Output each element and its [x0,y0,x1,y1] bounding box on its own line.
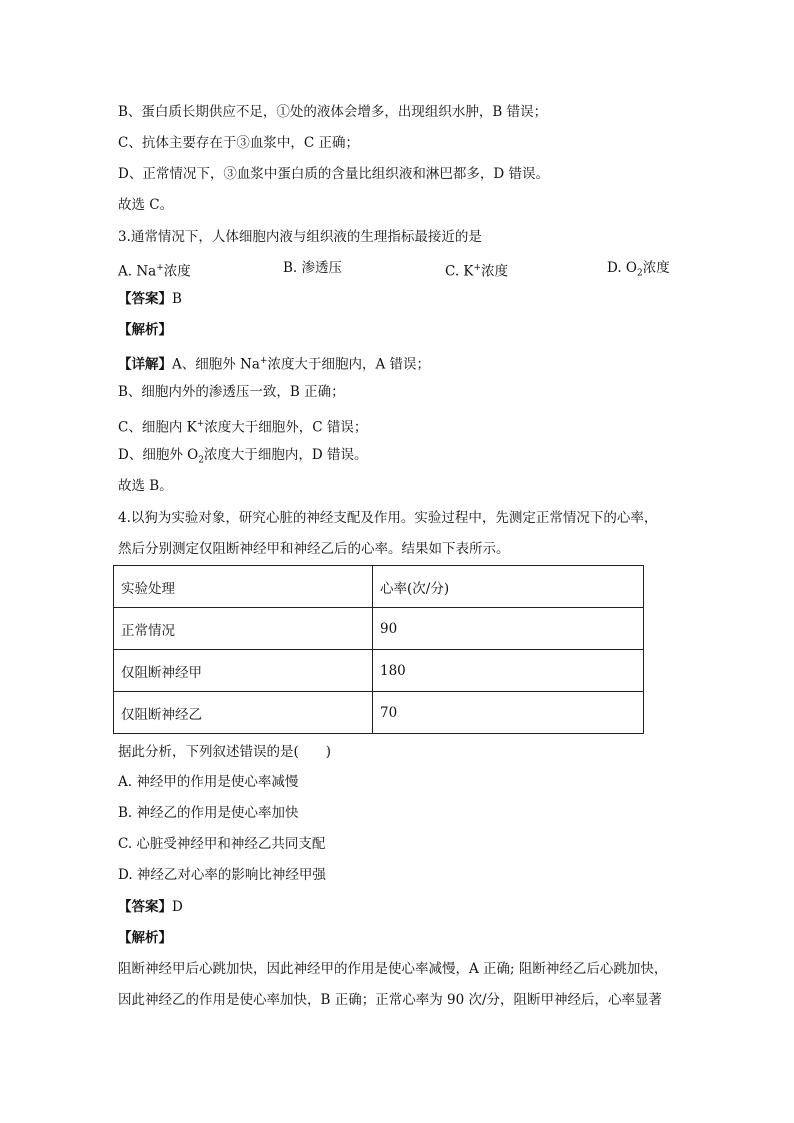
q3-option-a: A. Na+浓度 [118,263,191,280]
q4-analysis-label: 【解析】 [118,930,172,946]
table-row [114,608,644,650]
q3-stem: 3.通常情况下，人体细胞内液与组织液的生理指标最接近的是 [118,229,482,245]
table-cell: 70 [373,692,644,734]
table-cell: 仅阻断神经甲 [114,650,373,692]
table-cell: 90 [373,608,644,650]
prev-conclusion: 故选 C。 [118,197,174,213]
prev-analysis-c: C、抗体主要存在于③血浆中，C 正确； [118,135,359,151]
q3-detail-b: B、细胞内外的渗透压一致，B 正确； [118,384,345,400]
q4-stem-line2: 然后分别测定仅阻断神经甲和神经乙后的心率。结果如下表所示。 [118,541,510,557]
q4-question: 据此分析，下列叙述错误的是( ) [118,744,332,760]
q3-conclusion: 故选 B。 [118,478,173,494]
q3-detail-d: D、细胞外 $O_2$浓度大于细胞内，D 错误。 [118,447,368,466]
table-row [114,692,644,734]
q4-stem-line1: 4.以狗为实验对象，研究心脏的神经支配及作用。实验过程中，先测定正常情况下的心率， [118,510,658,526]
q3-option-c: C. K+浓度 [445,263,509,280]
heart-rate-table [113,565,644,734]
q3-detail-a: 【详解】A、细胞外 Na+浓度大于细胞内，A 错误； [118,356,430,373]
q4-option-c: C. 心脏受神经甲和神经乙共同支配 [118,836,326,852]
q3-option-d: D. $O_2$浓度 [607,260,670,279]
table-header-cell: 实验处理 [114,566,373,608]
q3-option-b: B. 渗透压 [283,260,343,276]
table-cell: 仅阻断神经乙 [114,692,373,734]
q3-answer: 【答案】B [118,291,182,307]
q4-answer: 【答案】D [118,899,183,915]
q3-analysis-label: 【解析】 [118,322,172,338]
prev-analysis-b: B、蛋白质长期供应不足，①处的液体会增多，出现组织水肿，B 错误； [118,104,548,120]
table-row [114,650,644,692]
table-cell: 180 [373,650,644,692]
table-cell: 正常情况 [114,608,373,650]
q4-option-a: A. 神经甲的作用是使心率减慢 [118,774,299,790]
prev-analysis-d: D、正常情况下，③血浆中蛋白质的含量比组织液和淋巴都多，D 错误。 [118,166,549,182]
table-header-row [114,566,644,608]
q3-detail-c: C、细胞内 K+浓度大于细胞外，C 错误； [118,419,368,436]
q4-analysis-line1: 阻断神经甲后心跳加快，因此神经甲的作用是使心率减慢，A 正确; 阻断神经乙后心跳加快， [118,961,668,977]
q4-analysis-line2: 因此神经乙的作用是使心率加快，B 正确；正常心率为 90 次/分，阻断甲神经后，心率显著 [118,992,663,1008]
table-header-cell: 心率(次/分) [373,566,644,608]
q4-option-d: D. 神经乙对心率的影响比神经甲强 [118,867,326,883]
q4-option-b: B. 神经乙的作用是使心率加快 [118,805,299,821]
